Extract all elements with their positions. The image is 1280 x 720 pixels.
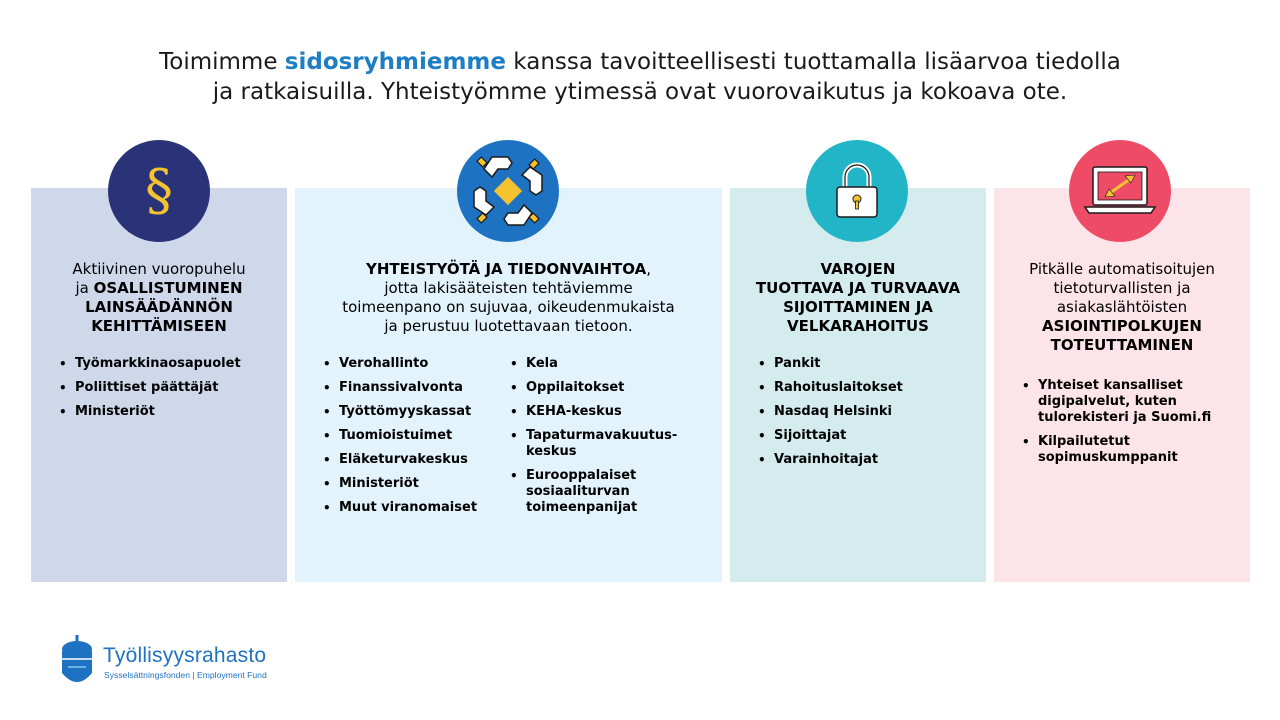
list-item: • Eläketurvakeskus [323, 452, 503, 468]
panel-investment [730, 188, 986, 582]
panel-cooperation-title: YHTEISTYÖTÄ JA TIEDONVAIHTOA, jotta lakisääteisten tehtäviemme toimeenpano on sujuvaa, oikeudenmukaista ja perustuu luotettavaan tietoon. [342, 260, 675, 335]
panel-legislation [31, 188, 287, 582]
list-item: • Muut viranomaiset [323, 500, 503, 516]
laptop-circle [1069, 140, 1171, 242]
list-item: • Sijoittajat [758, 428, 973, 444]
logo-name: Työllisyysrahasto [103, 644, 267, 667]
acorn-icon [58, 633, 96, 691]
list-item: • Yhteiset kansalliset digipalvelut, kuten tulorekisteri ja Suomi.fi [1022, 378, 1222, 426]
panel-cooperation [295, 188, 722, 582]
logo-subtitle: Sysselsättningsfonden | Employment Fund [104, 670, 267, 680]
list-item: • Finanssivalvonta [323, 380, 503, 396]
panel-legislation-title: Aktiivinen vuoropuhelu ja OSALLISTUMINEN LAINSÄÄDÄNNÖN KEHITTÄMISEEN [72, 260, 246, 335]
list-item: • Oppilaitokset [510, 380, 685, 396]
headline-line1: Toimimme sidosryhmiemme kanssa tavoitteellisesti tuottamalla lisäarvoa tiedolla [159, 49, 1121, 75]
list-item: • Kela [510, 356, 685, 372]
list-item: • Ministeriöt [59, 404, 279, 420]
paragraph-circle [108, 140, 210, 242]
panel-legislation-list [59, 356, 279, 428]
list-item: • Ministeriöt [323, 476, 503, 492]
hands-circle [457, 140, 559, 242]
panel-cooperation-list-right [510, 356, 685, 524]
headline-accent: sidosryhmiemme [284, 49, 506, 75]
laptop-arrows-icon [1081, 161, 1159, 221]
joined-hands-icon [468, 151, 548, 231]
list-item: • Tapaturmavakuutus-keskus [510, 428, 686, 460]
list-item: • Nasdaq Helsinki [758, 404, 973, 420]
list-item: • Rahoituslaitokset [758, 380, 973, 396]
panel-digital-title: Pitkälle automatisoitujen tietoturvallisten ja asiakaslähtöisten ASIOINTIPOLKUJEN TOTEUTTAMINEN [1029, 260, 1215, 354]
padlock-icon [829, 161, 885, 221]
panel-digital-services [994, 188, 1250, 582]
panel-investment-title: VAROJEN TUOTTAVA JA TURVAAVA SIJOITTAMINEN JA VELKARAHOITUS [755, 260, 961, 335]
headline [60, 47, 1220, 107]
paragraph-icon: § [145, 158, 173, 223]
list-item: • Työmarkkinaosapuolet [59, 356, 279, 372]
list-item: • Varainhoitajat [758, 452, 973, 468]
panel-investment-list [758, 356, 973, 476]
employment-fund-logo [58, 633, 308, 693]
list-item: • KEHA-keskus [510, 404, 685, 420]
list-item: • Verohallinto [323, 356, 503, 372]
list-item: • Kilpailutetut sopimuskumppanit [1022, 434, 1222, 466]
list-item: • Pankit [758, 356, 973, 372]
headline-line2: ja ratkaisuilla. Yhteistyömme ytimessä ovat vuorovaikutus ja kokoava ote. [212, 79, 1068, 105]
list-item: • Poliittiset päättäjät [59, 380, 279, 396]
list-item: • Eurooppalaiset sosiaaliturvan toimeenpanijat [510, 468, 661, 516]
list-item: • Työttömyyskassat [323, 404, 503, 420]
list-item: • Tuomioistuimet [323, 428, 503, 444]
panel-cooperation-list-left [323, 356, 503, 524]
padlock-circle [806, 140, 908, 242]
panel-digital-list [1022, 378, 1222, 474]
